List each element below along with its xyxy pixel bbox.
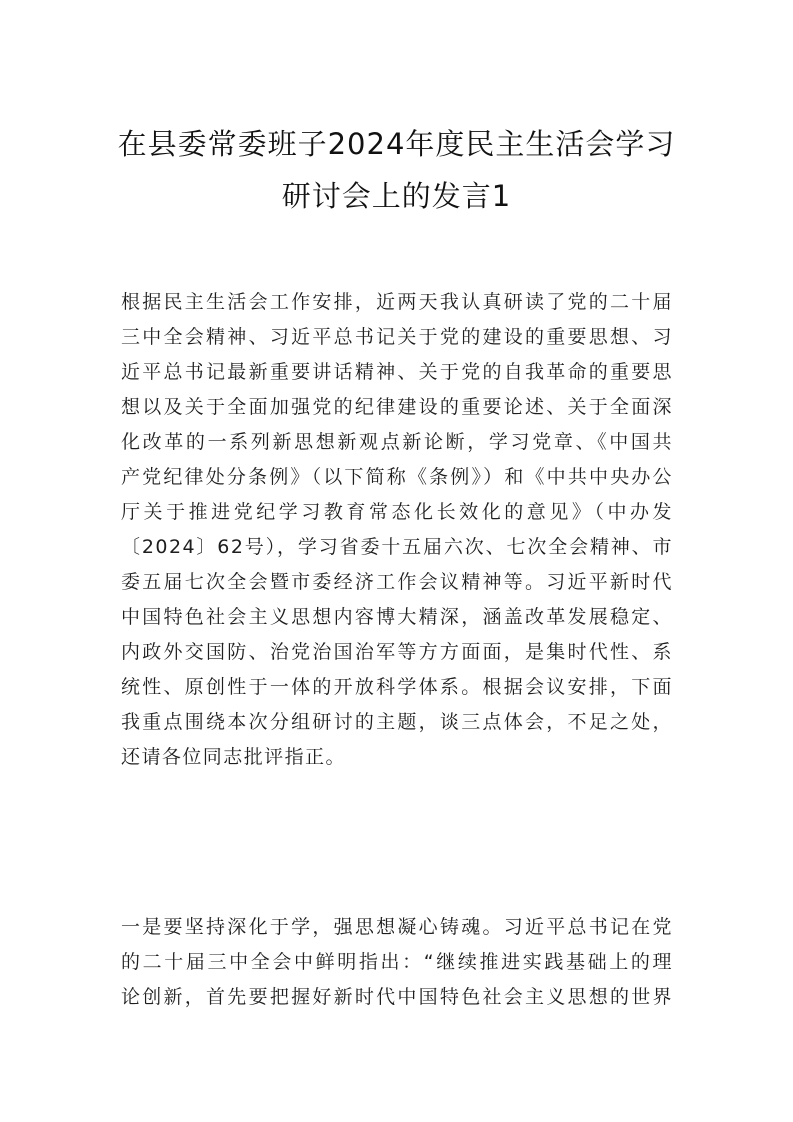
paragraph-line: 一是要坚持深化于学，强思想凝心铸魂。习近平总书记在党	[121, 916, 673, 938]
paragraph-line: 中国特色社会主义思想内容博大精深，涵盖改革发展稳定、	[121, 606, 673, 628]
body-paragraph-intro	[121, 285, 673, 775]
paragraph-line: 〔2024〕62号），学习省委十五届六次、七次全会精神、市	[121, 536, 673, 558]
paragraph-line: 近平总书记最新重要讲话精神、关于党的自我革命的重要思	[121, 361, 673, 383]
document-title	[100, 118, 693, 222]
paragraph-line: 想以及关于全面加强党的纪律建设的重要论述、关于全面深	[121, 396, 673, 418]
title-line: 在县委常委班子2024年度民主生活会学习	[117, 127, 676, 161]
paragraph-line: 我重点围绕本次分组研讨的主题，谈三点体会，不足之处，	[121, 711, 673, 733]
paragraph-line: 厅关于推进党纪学习教育常态化长效化的意见》（中办发	[121, 501, 673, 523]
paragraph-line: 产党纪律处分条例》（以下简称《条例》）和《中共中央办公	[121, 466, 673, 488]
paragraph-line: 统性、原创性于一体的开放科学体系。根据会议安排，下面	[121, 676, 673, 698]
paragraph-line: 根据民主生活会工作安排，近两天我认真研读了党的二十届	[121, 291, 673, 313]
body-paragraph-point-one	[121, 910, 673, 1015]
paragraph-line: 论创新，首先要把握好新时代中国特色社会主义思想的世界	[121, 986, 673, 1008]
paragraph-line: 的二十届三中全会中鲜明指出：“继续推进实践基础上的理	[121, 951, 673, 973]
paragraph-line: 内政外交国防、治党治国治军等方方面面，是集时代性、系	[121, 641, 673, 663]
paragraph-line: 还请各位同志批评指正。	[121, 746, 346, 768]
paragraph-line: 委五届七次全会暨市委经济工作会议精神等。习近平新时代	[121, 571, 673, 593]
paragraph-line: 化改革的一系列新思想新观点新论断，学习党章、《中国共	[121, 431, 673, 453]
title-line: 研讨会上的发言1	[281, 179, 512, 213]
paragraph-line: 三中全会精神、习近平总书记关于党的建设的重要思想、习	[121, 326, 673, 348]
